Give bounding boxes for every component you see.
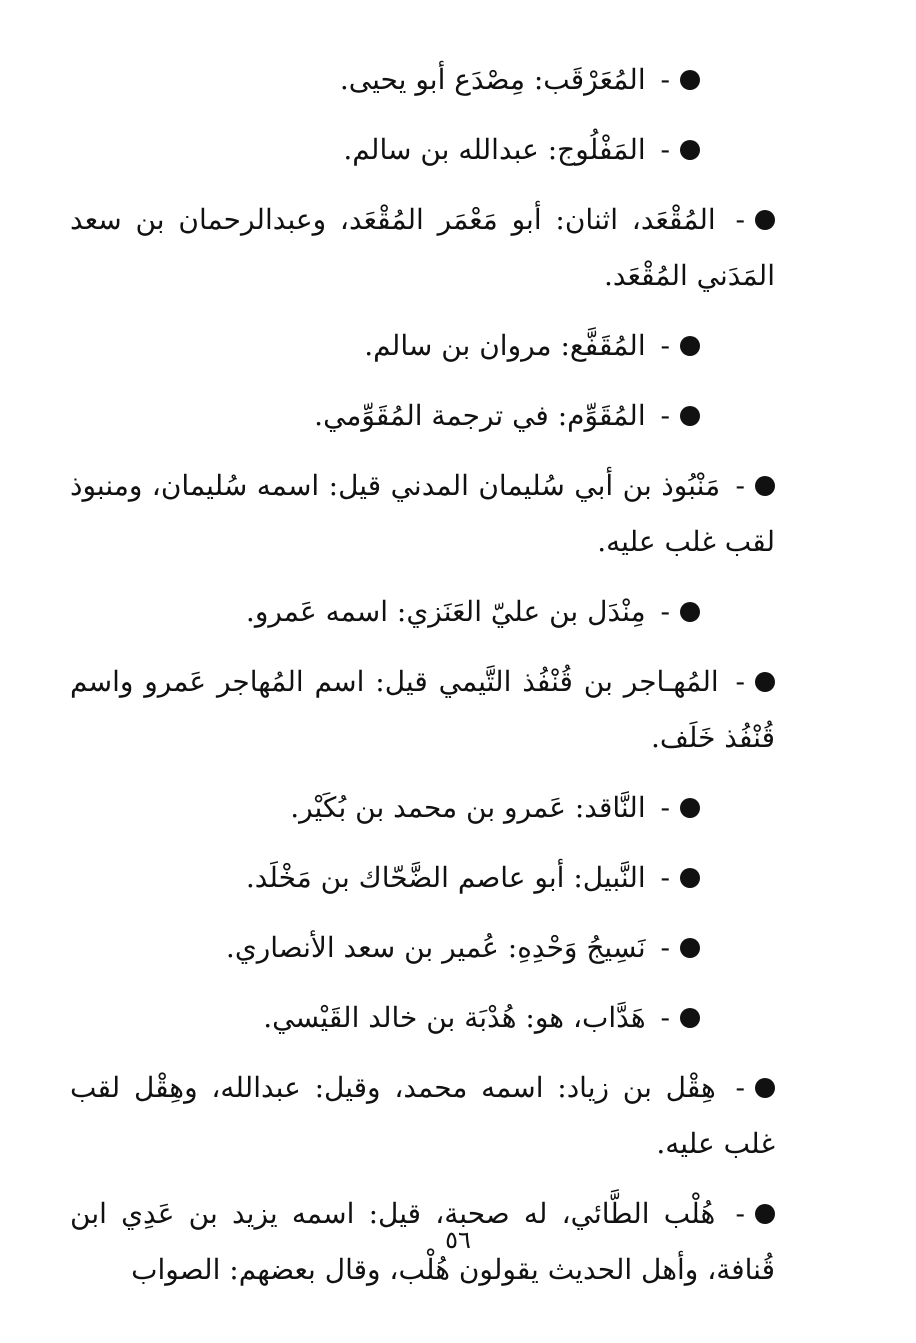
- entry-text: اثنان: أبو مَعْمَر المُقْعَد، وعبدالرحمان بن سعد المَدَني المُقْعَد.: [70, 203, 775, 292]
- bullet-icon: [680, 798, 700, 818]
- entry-muhajir: - المُهـاجر بن قُنْفُذ التَّيمي قيل: اسم المُهاجر عَمرو واسم قُنْفُذ خَلَف.: [70, 665, 775, 754]
- entry-haddab: - هَدَّاب، هو: هُدْبَة بن خالد القَيْسي.: [70, 990, 775, 1046]
- entry-term: المُقَوِّم:: [557, 399, 646, 432]
- entry-text: بن قُنْفُذ التَّيمي قيل: اسم المُهاجر عَمرو واسم قُنْفُذ خَلَف.: [70, 665, 775, 754]
- entry-nasij: - نَسِيجُ وَحْدِهِ: عُمير بن سعد الأنصاري.: [70, 920, 775, 976]
- entry-term: نَسِيجُ وَحْدِهِ:: [507, 931, 646, 964]
- bullet-icon: [680, 602, 700, 622]
- entry-muqad: - المُقْعَد، اثنان: أبو مَعْمَر المُقْعَد، وعبدالرحمان بن سعد المَدَني المُقْعَد.: [70, 203, 775, 292]
- bullet-icon: [680, 406, 700, 426]
- entry-muarqab: - المُعَرْقَب: مِصْدَع أبو يحيى.: [70, 52, 775, 108]
- entry-text: الطَّائي، له صحبة، قيل: اسمه يزيد بن عَدِي ابن قُنافة، وأهل الحديث يقولون هُلْب، وقال بعضهم: الصواب: [70, 1197, 775, 1286]
- entry-text: في ترجمة المُقَوِّمي.: [314, 399, 549, 432]
- bullet-icon: [680, 938, 700, 958]
- entry-term: المُعَرْقَب:: [533, 63, 646, 96]
- bullet-icon: [755, 476, 775, 496]
- entry-term: هَدَّاب،: [572, 1001, 646, 1034]
- entry-term: مَنْبُوذ: [661, 469, 721, 502]
- entry-text: بن أبي سُليمان المدني قيل: اسمه سُليمان، ومنبوذ لقب غلب عليه.: [70, 469, 775, 558]
- entry-hiql: - هِقْل بن زياد: اسمه محمد، وقيل: عبدالله، وهِقْل لقب غلب عليه.: [70, 1071, 775, 1160]
- entry-text: مروان بن سالم.: [364, 329, 552, 362]
- bullet-icon: [755, 1204, 775, 1224]
- bullet-icon: [755, 672, 775, 692]
- bullet-icon: [755, 210, 775, 230]
- entry-term: مِنْدَل: [587, 595, 646, 628]
- entry-text: هو: هُدْبَة بن خالد القَيْسي.: [263, 1001, 565, 1034]
- bullet-icon: [680, 1008, 700, 1028]
- bullet-icon: [755, 1078, 775, 1098]
- document-page: [70, 52, 775, 1312]
- entry-muqawwim: - المُقَوِّم: في ترجمة المُقَوِّمي.: [70, 388, 775, 444]
- entry-text: مِصْدَع أبو يحيى.: [339, 63, 525, 96]
- entry-naqid: - النَّاقد: عَمرو بن محمد بن بُكَيْر.: [70, 780, 775, 836]
- entry-text: بن عليّ العَنَزي: اسمه عَمرو.: [245, 595, 579, 628]
- entry-text: عَمرو بن محمد بن بُكَيْر.: [290, 791, 566, 824]
- bullet-icon: [680, 140, 700, 160]
- entry-text: عبدالله بن سالم.: [343, 133, 539, 166]
- entry-text: عُمير بن سعد الأنصاري.: [225, 931, 499, 964]
- entry-hulb: - هُلْب الطَّائي، له صحبة، قيل: اسمه يزيد بن عَدِي ابن قُنافة، وأهل الحديث يقولون هُلْب، وقال بعضهم: الصواب: [70, 1197, 775, 1286]
- entry-term: المُهـاجر: [623, 665, 719, 698]
- entry-text: بن زياد: اسمه محمد، وقيل: عبدالله، وهِقْل لقب غلب عليه.: [70, 1071, 775, 1160]
- entry-term: النَّاقد:: [574, 791, 646, 824]
- entry-term: هُلْب: [663, 1197, 716, 1230]
- bullet-icon: [680, 70, 700, 90]
- entry-mindal: - مِنْدَل بن عليّ العَنَزي: اسمه عَمرو.: [70, 584, 775, 640]
- entry-mafluj: - المَفْلُوج: عبدالله بن سالم.: [70, 122, 775, 178]
- entry-term: المُقْعَد،: [631, 203, 716, 236]
- entry-muqaffa: - المُقَفَّع: مروان بن سالم.: [70, 318, 775, 374]
- page-number: ٥٦: [445, 1226, 471, 1254]
- entry-term: النَّبيل:: [573, 861, 646, 894]
- entry-manbudh: - مَنْبُوذ بن أبي سُليمان المدني قيل: اسمه سُليمان، ومنبوذ لقب غلب عليه.: [70, 469, 775, 558]
- entry-term: المَفْلُوج:: [547, 133, 646, 166]
- bullet-icon: [680, 336, 700, 356]
- entry-text: أبو عاصم الضَّحّاك بن مَخْلَد.: [245, 861, 565, 894]
- entry-nabil: - النَّبيل: أبو عاصم الضَّحّاك بن مَخْلَد.: [70, 850, 775, 906]
- entry-term: هِقْل: [665, 1071, 716, 1104]
- entry-term: المُقَفَّع:: [560, 329, 646, 362]
- bullet-icon: [680, 868, 700, 888]
